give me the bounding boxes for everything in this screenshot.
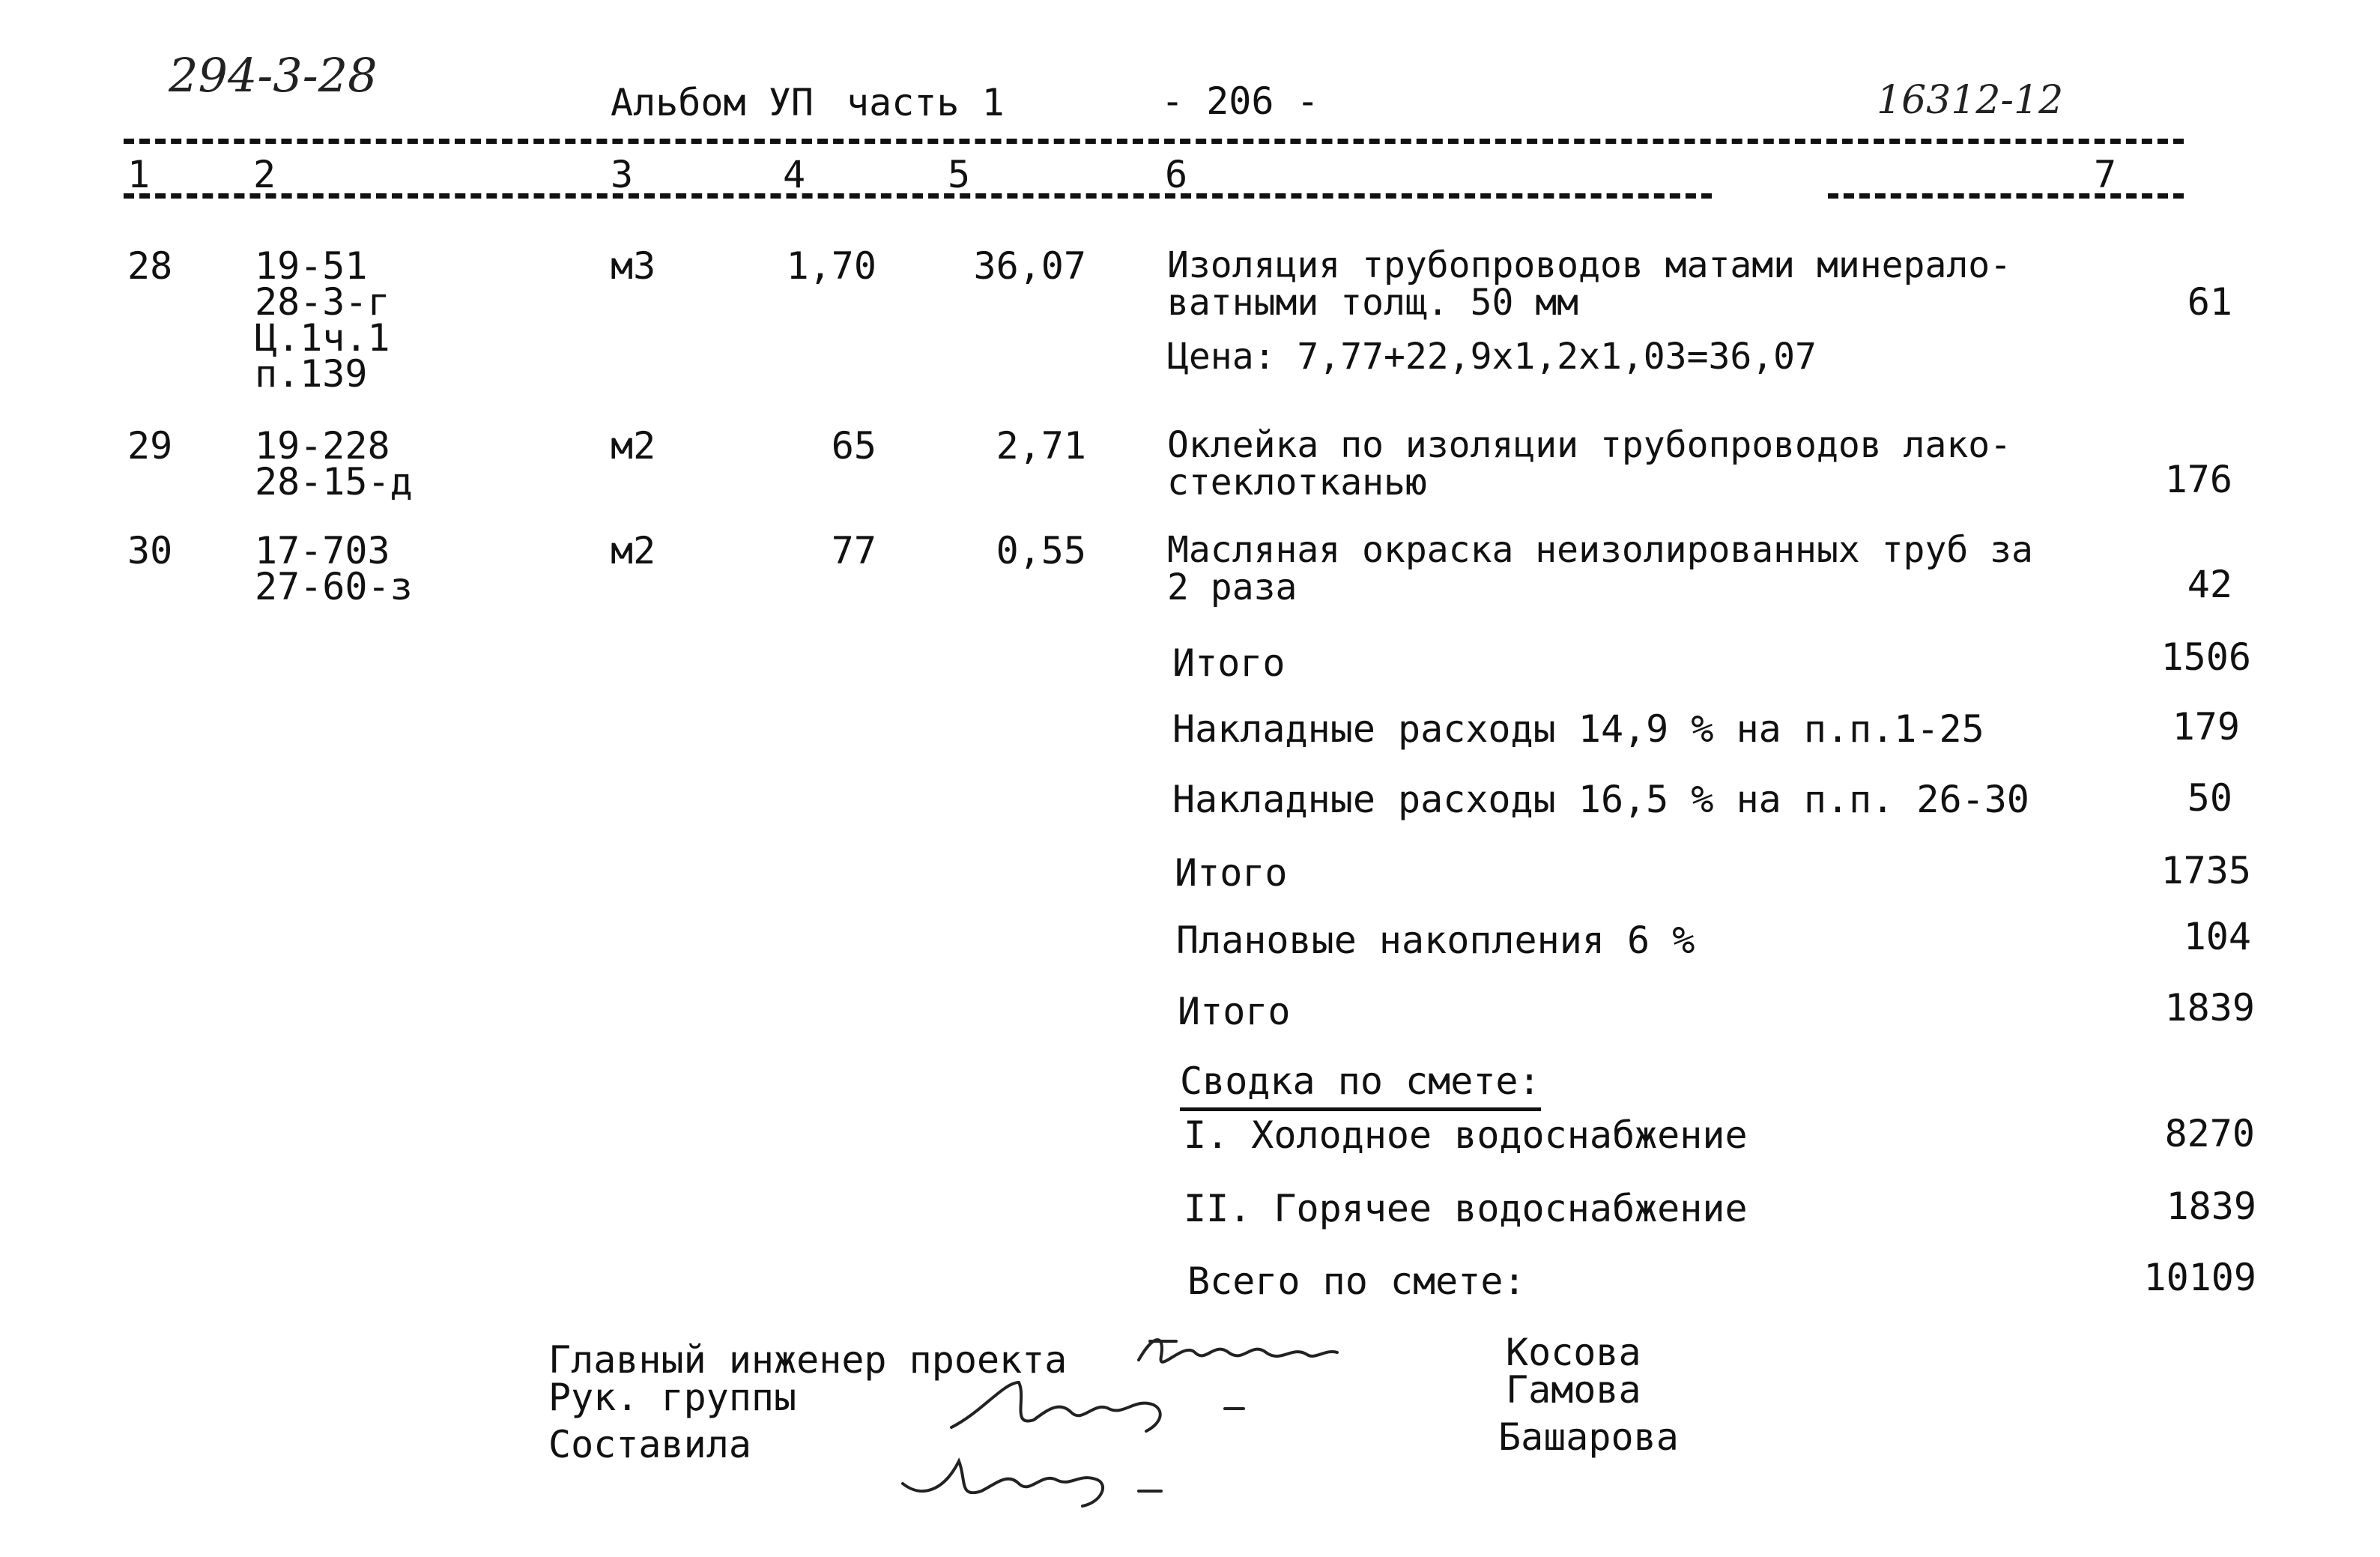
row-reference: 27-60-з <box>255 565 413 608</box>
row-quantity: 1,70 <box>786 244 876 288</box>
row-number: 29 <box>127 424 173 468</box>
row-description: ватными толщ. 50 мм <box>1167 282 1579 324</box>
row-description: Изоляция трубопроводов матами минерало- <box>1167 244 2012 286</box>
column-number-7: 7 <box>2094 153 2117 196</box>
summary-value: 1735 <box>2161 849 2251 892</box>
row-unit: м3 <box>611 244 656 288</box>
column-number-6: 6 <box>1165 153 1188 196</box>
row-reference: п.139 <box>255 352 368 396</box>
row-quantity: 77 <box>831 529 876 572</box>
summary-label: Итого <box>1175 851 1288 895</box>
row-description: Оклейка по изоляции трубопроводов лако- <box>1167 424 2012 466</box>
column-number-5: 5 <box>948 153 971 196</box>
column-number-1: 1 <box>127 153 151 196</box>
column-number-4: 4 <box>783 153 806 196</box>
summary-value: 1506 <box>2161 635 2251 679</box>
handwritten-signature-2 <box>936 1367 1251 1450</box>
row-reference: 19-228 <box>255 424 390 468</box>
estimate-summary-value: 8270 <box>2164 1112 2255 1155</box>
row-total: 42 <box>2187 563 2232 606</box>
page-number: - 206 - <box>1161 79 1319 123</box>
header-rule-bottom <box>124 193 1712 199</box>
summary-label: Итого <box>1172 641 1286 685</box>
row-number: 28 <box>127 244 173 288</box>
row-unit-price: 2,71 <box>996 424 1086 468</box>
estimate-summary-title: Сводка по смете: <box>1180 1062 1541 1111</box>
row-reference: 17-703 <box>255 529 390 572</box>
row-description: Масляная окраска неизолированных труб за <box>1167 529 2033 571</box>
album-label: Альбом УП <box>611 81 814 124</box>
summary-value: 1839 <box>2164 986 2255 1030</box>
part-label: часть 1 <box>847 81 1005 124</box>
row-number: 30 <box>127 529 173 572</box>
row-total: 61 <box>2187 280 2232 324</box>
estimate-summary-item: I. Холодное водоснабжение <box>1184 1113 1748 1157</box>
row-unit-price: 36,07 <box>973 244 1086 288</box>
summary-value: 104 <box>2183 915 2251 958</box>
row-reference: 19-51 <box>255 244 368 288</box>
signature-role: Составила <box>548 1423 751 1466</box>
row-unit: м2 <box>611 424 656 468</box>
summary-label: Накладные расходы 16,5 % на п.п. 26-30 <box>1172 778 2029 821</box>
summary-label: Накладные расходы 14,9 % на п.п.1-25 <box>1172 707 1984 751</box>
row-unit-price: 0,55 <box>996 529 1086 572</box>
summary-value: 50 <box>2187 776 2232 820</box>
row-reference: 28-15-д <box>255 460 413 504</box>
row-total: 176 <box>2164 458 2232 501</box>
document-code: 294-3-28 <box>169 48 378 103</box>
signature-name: Башарова <box>1498 1415 1679 1459</box>
summary-label: Итого <box>1178 990 1291 1033</box>
row-price-formula: Цена: 7,77+22,9х1,2х1,03=36,07 <box>1167 336 1817 378</box>
signature-role: Главный инженер проекта <box>548 1338 1068 1382</box>
sheet-code: 16312-12 <box>1877 78 2064 123</box>
header-rule-bottom-right <box>1828 193 2184 199</box>
summary-value: 179 <box>2172 705 2240 749</box>
row-unit: м2 <box>611 529 656 572</box>
row-quantity: 65 <box>831 424 876 468</box>
estimate-summary-item: II. Горячее водоснабжение <box>1184 1187 1748 1230</box>
signature-name: Гамова <box>1506 1368 1641 1412</box>
signature-name: Косова <box>1506 1331 1641 1374</box>
row-description: стеклотканью <box>1167 462 1427 504</box>
column-number-3: 3 <box>611 153 634 196</box>
column-number-2: 2 <box>253 153 276 196</box>
handwritten-signature-3 <box>891 1439 1191 1521</box>
estimate-summary-value: 1839 <box>2166 1185 2256 1228</box>
row-reference: Ц.1ч.1 <box>255 316 390 360</box>
signature-role: Рук. группы <box>548 1376 797 1419</box>
header-rule-top <box>124 139 2184 144</box>
estimate-total-label: Всего по смете: <box>1187 1260 1526 1303</box>
summary-label: Плановые накопления 6 % <box>1176 919 1695 962</box>
row-reference: 28-3-г <box>255 280 390 324</box>
row-description: 2 раза <box>1167 566 1298 608</box>
estimate-total-value: 10109 <box>2143 1256 2256 1299</box>
